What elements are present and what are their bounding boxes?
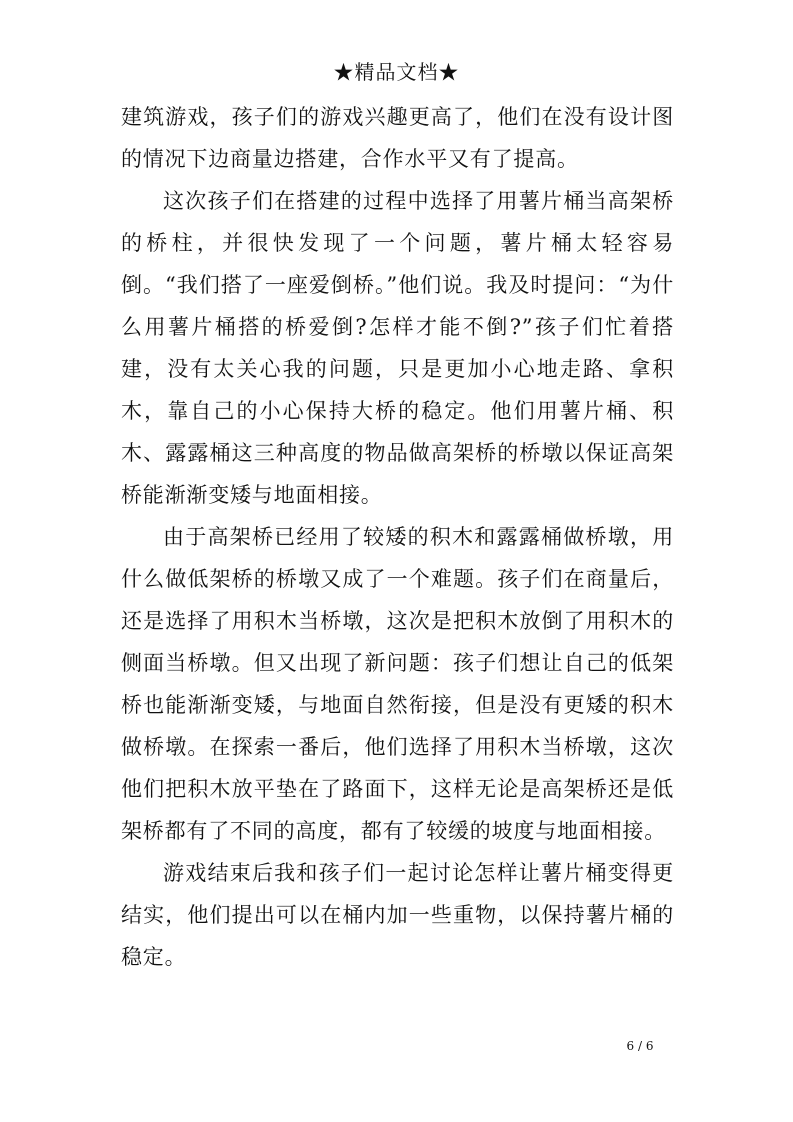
paragraph-2: 这次孩子们在搭建的过程中选择了用薯片桶当高架桥的桥柱，并很快发现了一个问题，薯片桶太轻容易倒。“我们搭了一座爱倒桥。”他们说。我及时提问：“为什么用薯片桶搭的桥爱倒?怎样才能不倒?”孩子们忙着搭建，没有太关心我的问题，只是更加小心地走路、拿积木，靠自己的小心保持大桥的稳定。他们用薯片桶、积木、露露桶这三种高度的物品做高架桥的桥墩以保证高架桥能渐渐变矮与地面相接。 (121, 189, 674, 507)
paragraph-3: 由于高架桥已经用了较矮的积木和露露桶做桥墩，用什么做低架桥的桥墩又成了一个难题。孩子们在商量后，还是选择了用积木当桥墩，这次是把积木放倒了用积木的侧面当桥墩。但又出现了新问题：孩子们想让自己的低架桥也能渐渐变矮，与地面自然衔接，但是没有更矮的积木做桥墩。在探索一番后，他们选择了用积木当桥墩，这次他们把积木放平垫在了路面下，这样无论是高架桥还是低架桥都有了不同的高度，都有了较缓的坡度与地面相接。 (121, 525, 674, 843)
page-number: 6 / 6 (626, 1039, 654, 1053)
document-body (121, 96, 674, 978)
paragraph-1: 建筑游戏，孩子们的游戏兴趣更高了，他们在没有设计图的情况下边商量边搭建，合作水平又有了提高。 (121, 105, 674, 171)
paragraph-4: 游戏结束后我和孩子们一起讨论怎样让薯片桶变得更结实，他们提出可以在桶内加一些重物，以保持薯片桶的稳定。 (121, 861, 674, 969)
page-header-title: ★精品文档★ (333, 60, 460, 84)
